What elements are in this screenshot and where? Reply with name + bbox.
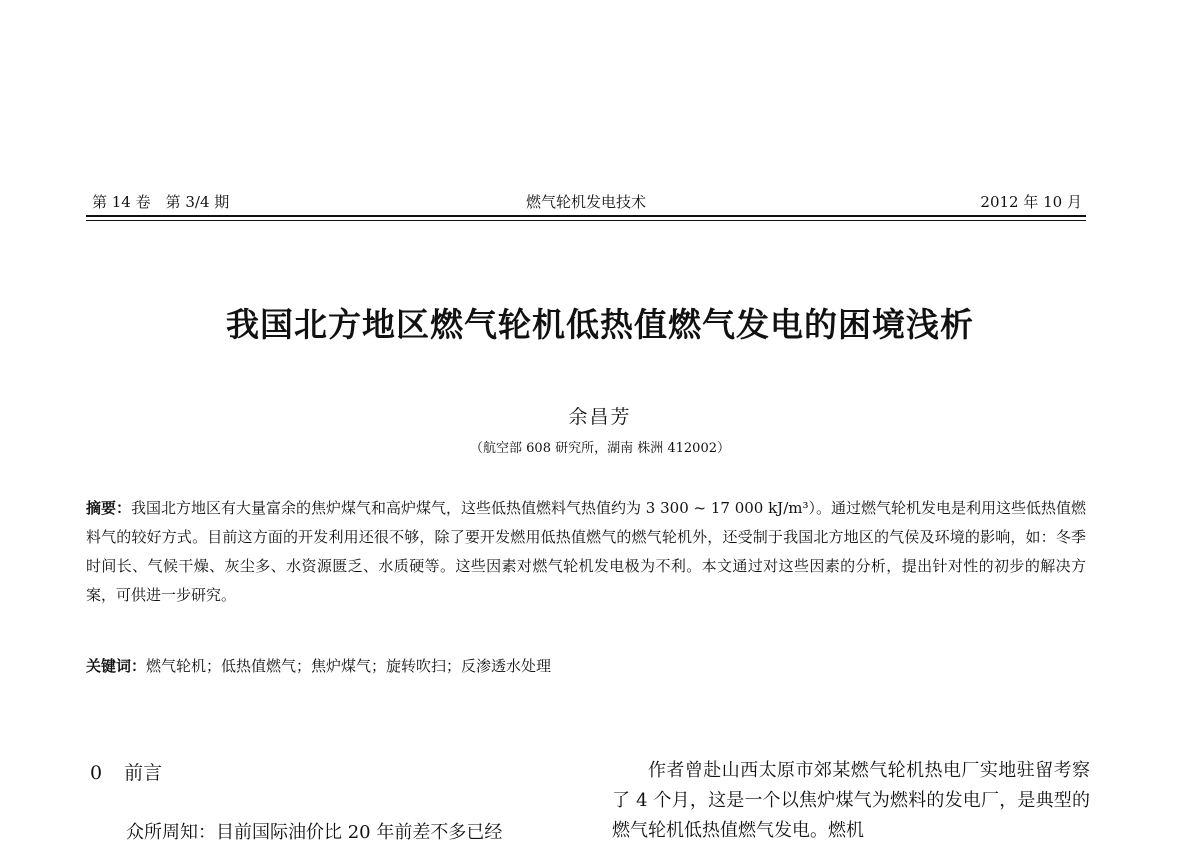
header-rule-thin bbox=[86, 220, 1086, 221]
author-name: 余昌芳 bbox=[568, 406, 632, 428]
header-rule-thick bbox=[86, 215, 1086, 217]
keywords-label: 关键词： bbox=[86, 657, 147, 675]
section-heading bbox=[90, 758, 162, 788]
body-left-column: 众所周知：目前国际油价比 20 年前差不多已经 bbox=[126, 822, 503, 843]
running-header bbox=[86, 190, 1086, 214]
author-affiliation: （航空部 608 研究所，湖南 株洲 412002） bbox=[470, 441, 730, 456]
abstract-label: 摘要： bbox=[86, 499, 132, 517]
keywords-text: 燃气轮机；低热值燃气；焦炉煤气；旋转吹扫；反渗透水处理 bbox=[146, 657, 552, 675]
volume-issue: 第 14 卷 第 3/4 期 bbox=[92, 193, 230, 211]
section-title: 前言 bbox=[124, 762, 163, 784]
journal-name: 燃气轮机发电技术 bbox=[525, 193, 646, 211]
abstract bbox=[86, 494, 1086, 610]
abstract-text: 我国北方地区有大量富余的焦炉煤气和高炉煤气，这些低热值燃料气热值约为 3 300 ~ 17 000 kJ/m³）。通过燃气轮机发电是利用这些低热值燃料气的较好方式。目前这方面的开发利用还很不够，除了要开发燃用低热值燃气的燃气轮机外，还受制于我国北方地区的气侯及环境的影响，如：冬季时间长、气候干燥、灰尘多、水资源匮乏、水质硬等。这些因素对燃气轮机发电极为不利。本文通过对这些因素的分析，提出针对性的初步的解决方案，可供进一步研究。 bbox=[86, 499, 1086, 604]
keywords bbox=[86, 652, 1086, 681]
publication-date: 2012 年 10 月 bbox=[980, 193, 1082, 211]
section-number: 0 bbox=[90, 762, 103, 784]
paper-title: 我国北方地区燃气轮机低热值燃气发电的困境浅析 bbox=[226, 305, 974, 344]
body-right-column: 作者曾赴山西太原市郊某燃气轮机热电厂实地驻留考察了 4 个月，这是一个以焦炉煤气为燃料的发电厂，是典型的燃气轮机低热值燃气发电。燃机 bbox=[612, 760, 1090, 841]
